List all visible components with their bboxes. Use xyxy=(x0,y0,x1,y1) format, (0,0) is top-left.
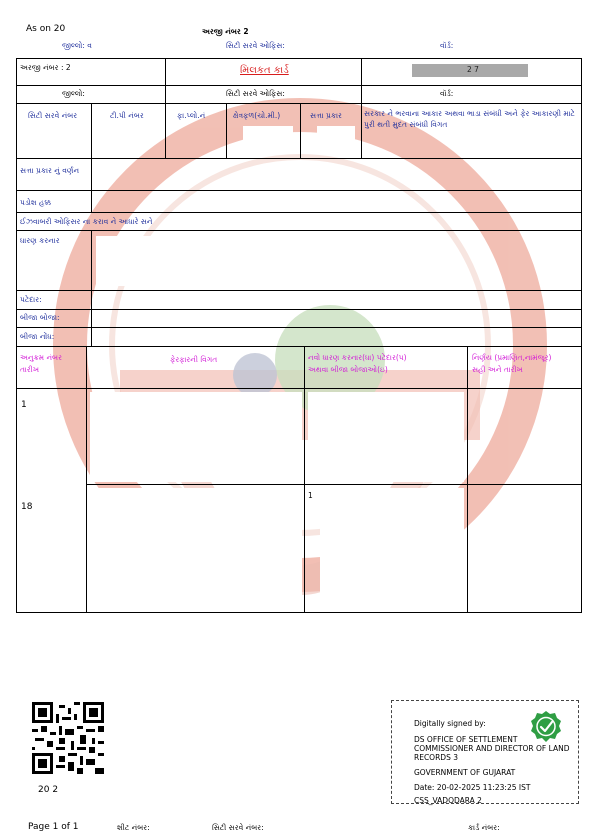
officer-note-label: ઈઝવાબરી ઓફિસર ના કરાવ ને આધારે સને xyxy=(20,217,153,226)
entry-serial-1: 1 xyxy=(21,400,27,410)
district-label: જીલ્લો: xyxy=(62,89,85,98)
signature-office-code: CSS_VADODARA 2 xyxy=(414,796,482,805)
footer-city-survey-number: સિટી સરવે નંબર: xyxy=(212,823,264,832)
verified-check-icon xyxy=(528,709,564,745)
ward-header: વૉર્ડ: xyxy=(440,41,454,50)
signer-line-2: COMMISSIONER AND DIRECTOR OF LAND xyxy=(414,744,570,753)
redacted-holder-name xyxy=(96,236,266,286)
qr-code xyxy=(32,702,104,774)
redacted-tenure-value xyxy=(317,126,355,154)
history-header-attestation: નિર્ણય (પ્રમાણિત,નામંજૂર) સહી અને તારીખ xyxy=(472,353,552,374)
entry-2-mark: 1 xyxy=(308,491,313,500)
district-header: જીલ્લો: વ xyxy=(62,41,92,50)
lessee-label: પટેદાર: xyxy=(20,295,42,304)
redacted-entry-2-details xyxy=(90,488,302,606)
ward-label: વૉર્ડ: xyxy=(440,89,454,98)
card-number-fragment: 2 7 xyxy=(467,65,479,74)
signer-line-3: RECORDS 3 xyxy=(414,753,458,762)
city-survey-office-header: સિટી સરવે ઓફિસ: xyxy=(226,41,285,50)
col-tenure: સત્તા પ્રકાર xyxy=(310,111,342,120)
signer-government: GOVERNMENT OF GUJARAT xyxy=(414,768,516,777)
redacted-area-value xyxy=(243,126,293,154)
col-final-plot-no: ફા.પ્લો.નં xyxy=(177,111,206,120)
footer-card-number: કાર્ડ નંબર: xyxy=(468,823,500,832)
qr-caption: 20 2 xyxy=(38,785,59,795)
other-notes-label: બીજા નોંધ: xyxy=(20,332,55,341)
col-govt-dues: સરકાર ને ભરવાના આકાર અથવા ભાડા સંબંધી અને ફેર આકારણી માટે પુરી થતી મુદત સંબંધી વિગત xyxy=(364,109,575,129)
history-header-serial-date: અનુક્રમ નંબર તારીખ xyxy=(20,353,62,374)
redacted-entry-1-details xyxy=(90,392,302,482)
application-number-header: અરજી નંબર 2 xyxy=(202,27,249,36)
signature-date: Date: 20-02-2025 11:23:25 IST xyxy=(414,783,531,792)
col-city-survey-no: સિટી સરવે નંબર xyxy=(28,111,78,120)
redacted-entry-2-holder xyxy=(320,488,464,606)
entry-serial-2: 18 xyxy=(21,502,33,512)
page-number: Page 1 of 1 xyxy=(28,822,79,832)
tenure-description-label: સત્તા પ્રકાર નું વર્ણન xyxy=(20,166,80,175)
redacted-entry-1-holder xyxy=(308,392,464,482)
footer-sheet-number: શીટ નંબર: xyxy=(117,823,150,832)
signed-by-label: Digitally signed by: xyxy=(414,719,486,728)
encumbrance-label: બીજા બોજા: xyxy=(20,313,60,322)
col-area: ક્ષેત્રફળ(ચો.મી.) xyxy=(233,111,281,120)
city-survey-office-label: સિટી સરવે ઓફિસ: xyxy=(226,89,285,98)
as-on-date: As on 20 xyxy=(26,24,66,34)
signer-line-1: DS OFFICE OF SETTLEMENT xyxy=(414,735,518,744)
card-title: મિલકત કાર્ડ xyxy=(240,65,289,76)
application-number: અરજી નંબર : 2 xyxy=(20,63,71,72)
col-tp-no: ટી.પી નંબર xyxy=(110,111,144,120)
easement-label: પડોશ હક્ક xyxy=(20,198,51,207)
holder-label: ધારણ કરનાર xyxy=(20,236,60,245)
history-header-transaction: ફેરફારની વિગત xyxy=(170,355,218,364)
history-header-new-holder: નવો ધારણ કરનાર(ધા) પટેદાર(પ) અથવા બીજા બોજાઓ(ઇ) xyxy=(308,353,407,374)
